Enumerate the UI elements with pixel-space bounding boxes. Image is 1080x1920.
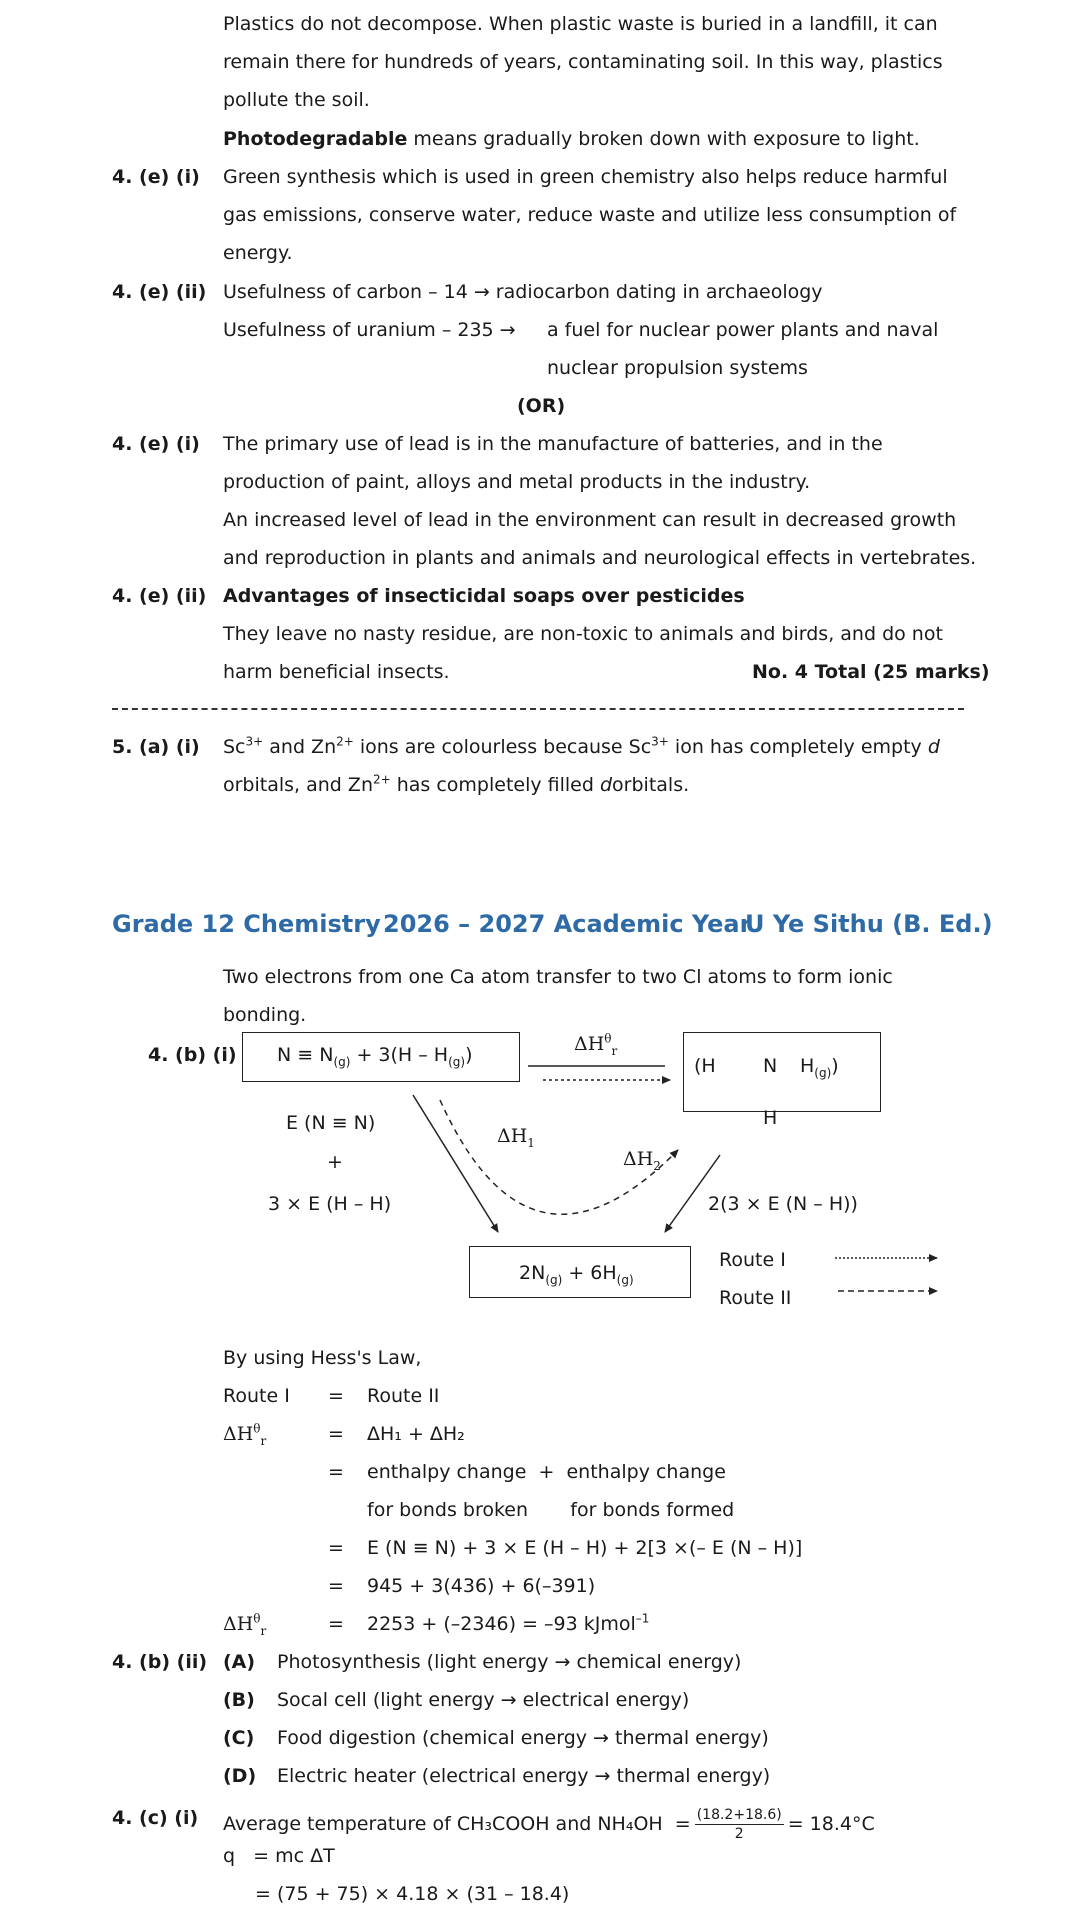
average-temp-line: Average temperature of CH₃COOH and NH₄OH = $\frac{(18.2+18.6)}{2}$ = 18.4°C [223, 1807, 875, 1842]
header-year: 2026 – 2027 Academic Year [383, 910, 752, 938]
item-letter: (C) [223, 1727, 255, 1749]
bond-energy-h2: 3 × E (H – H) [268, 1193, 392, 1215]
text-line: bonding. [223, 1004, 307, 1026]
step-2b: for bonds broken for bonds formed [367, 1499, 735, 1521]
product-h-bottom: H [763, 1107, 778, 1129]
equals: = [328, 1461, 344, 1483]
product-h-right: $H_{(g)}$) [800, 1055, 839, 1080]
text-line: gas emissions, conserve water, reduce waste and utilize less consumption of [223, 204, 957, 226]
question-label: 4. (e) (i) [112, 166, 200, 188]
text-line: Two electrons from one Ca atom transfer to two Cl atoms to form ionic [223, 966, 893, 988]
question-label: 4. (e) (ii) [112, 585, 207, 607]
bond-energy-n2: E (N ≡ N) [286, 1112, 376, 1134]
or-label: (OR) [517, 395, 566, 417]
legend-route-ii: Route II [719, 1287, 792, 1309]
text-line: production of paint, alloys and metal products in the industry. [223, 471, 811, 493]
text-line: remain there for hundreds of years, contaminating soil. In this way, plastics [223, 51, 943, 73]
product-h-left: (H [694, 1055, 716, 1077]
product-n: N [763, 1055, 778, 1077]
reactants: $N \equiv N_{(g)} + 3(H - H_{(g)})$ [277, 1044, 473, 1069]
item-letter: (A) [223, 1651, 256, 1673]
total-marks: No. 4 Total (25 marks) [752, 661, 990, 683]
equals: = [328, 1385, 344, 1407]
header-subject: Grade 12 Chemistry [112, 910, 381, 938]
text-line: orbitals, and $Zn^{2+}$ has completely filled dorbitals. [223, 772, 690, 796]
question-label: 4. (c) (i) [112, 1807, 199, 1829]
route-ii-label: Route II [367, 1385, 440, 1407]
step-4: 945 + 3(436) + 6(–391) [367, 1575, 596, 1597]
item-text: Food digestion (chemical energy → thermal energy) [277, 1727, 769, 1749]
text-line: They leave no nasty residue, are non-toxic to animals and birds, and do not [223, 623, 943, 645]
header-author: U Ye Sithu (B. Ed.) [745, 910, 993, 938]
enthalpy-reaction-label: $\Delta H^\theta_r$ [574, 1031, 618, 1058]
item-text: Photosynthesis (light energy → chemical energy) [277, 1651, 742, 1673]
equals: = [328, 1613, 344, 1635]
step-5: 2253 + (–2346) = –93 kJmol$^{-1}$ [367, 1611, 650, 1635]
question-label: 4. (b) (i) [148, 1044, 237, 1066]
section-title: Advantages of insecticidal soaps over pesticides [223, 585, 745, 607]
hess-intro: By using Hess's Law, [223, 1347, 422, 1369]
item-text: Socal cell (light energy → electrical energy) [277, 1689, 690, 1711]
definition: means gradually broken down with exposure to light. [407, 128, 920, 150]
step-2a: enthalpy change + enthalpy change [367, 1461, 726, 1483]
question-label: 4. (b) (ii) [112, 1651, 208, 1673]
fraction: $\frac{(18.2+18.6)}{2}$ [696, 1807, 782, 1842]
text-line: Plastics do not decompose. When plastic waste is buried in a landfill, it can [223, 13, 938, 35]
text-line: Usefulness of uranium – 235 → [223, 319, 516, 341]
bond-energy-nh: 2(3 × E (N – H)) [708, 1193, 858, 1215]
enthalpy-symbol: $\Delta H^\theta_r$ [223, 1611, 267, 1638]
equals: = [328, 1423, 344, 1445]
step-3: E (N ≡ N) + 3 × E (H – H) + 2[3 ×(– E (N – H)] [367, 1537, 803, 1559]
item-text: Electric heater (electrical energy → thermal energy) [277, 1765, 771, 1787]
text-line: pollute the soil. [223, 89, 370, 111]
text-line: and reproduction in plants and animals and neurological effects in vertebrates. [223, 547, 977, 569]
text-line: a fuel for nuclear power plants and naval [547, 319, 939, 341]
text-line: The primary use of lead is in the manufacture of batteries, and in the [223, 433, 883, 455]
atoms: $2N_{(g)} + 6H_{(g)}$ [519, 1262, 634, 1287]
equals: = [328, 1575, 344, 1597]
dh2-label: $\Delta H_2$ [623, 1148, 661, 1173]
text-line: $Sc^{3+}$ and $Zn^{2+}$ ions are colourless because $Sc^{3+}$ ion has completely empty d [223, 734, 940, 758]
step-1: ΔH₁ + ΔH₂ [367, 1423, 465, 1445]
text-line: An increased level of lead in the environment can result in decreased growth [223, 509, 957, 531]
route-i-label: Route I [223, 1385, 290, 1407]
heat-formula: q = mc ΔT [223, 1845, 335, 1867]
enthalpy-symbol: $\Delta H^\theta_r$ [223, 1421, 267, 1448]
heat-calculation: = (75 + 75) × 4.18 × (31 – 18.4) [255, 1883, 570, 1905]
question-label: 5. (a) (i) [112, 736, 200, 758]
dh1-label: $\Delta H_1$ [497, 1125, 535, 1150]
item-letter: (B) [223, 1689, 255, 1711]
text-line: harm beneficial insects. [223, 661, 450, 683]
question-label: 4. (e) (i) [112, 433, 200, 455]
text-line: Green synthesis which is used in green chemistry also helps reduce harmful [223, 166, 948, 188]
question-label: 4. (e) (ii) [112, 281, 207, 303]
term: Photodegradable [223, 128, 408, 150]
plus-sign: + [327, 1151, 343, 1173]
legend-route-i: Route I [719, 1249, 786, 1271]
text-line: energy. [223, 242, 293, 264]
item-letter: (D) [223, 1765, 257, 1787]
dissociation-arrow [413, 1095, 498, 1232]
text-line: nuclear propulsion systems [547, 357, 808, 379]
equals: = [328, 1537, 344, 1559]
text-line: Usefulness of carbon – 14 → radiocarbon dating in archaeology [223, 281, 823, 303]
